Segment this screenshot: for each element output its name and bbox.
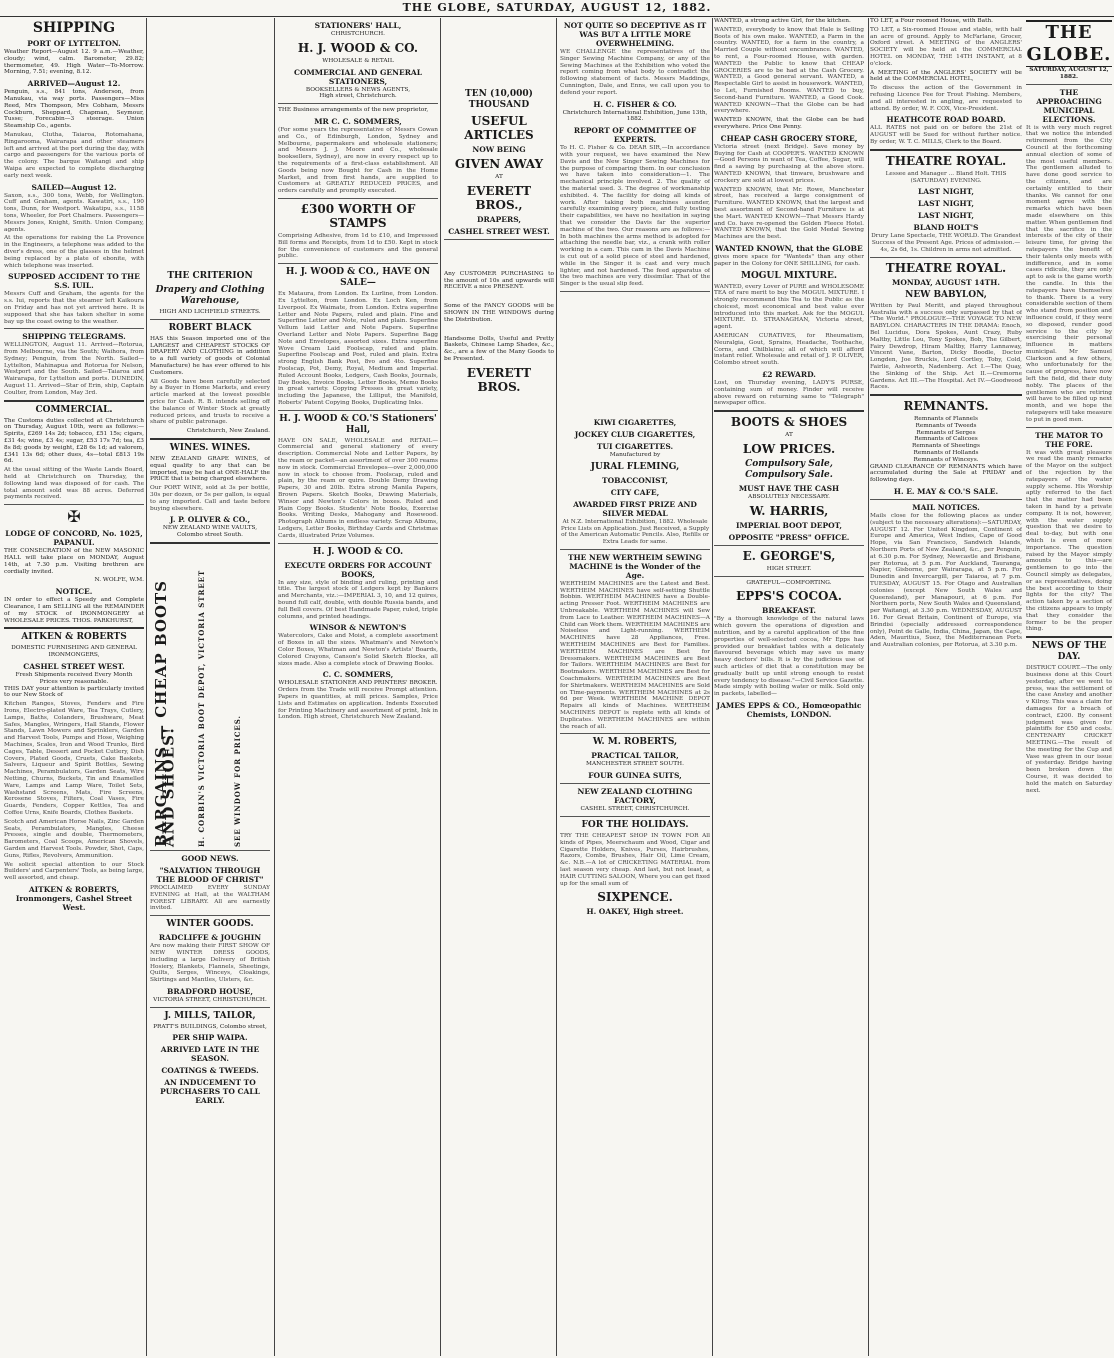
exhibition-date: Christchurch International Exhibition, June 13th, 1882.	[562, 109, 708, 123]
grateful-label: GRATEFUL—COMFORTING.	[746, 579, 832, 586]
mogul-text: WANTED, every Lover of PURE and WHOLESOME TEA of rare merit to buy the MOGUL MIXTURE. I strongly recommend this Tea to the Public as the choicest, most economical and best value ever introduced into this market. Ask for the MOGUL MIXTURE. D. STRANAGHAN, Victoria street, agent.	[714, 283, 864, 331]
black-filler: All Goods have been carefully selected by a Buyer in Home Markets, and every article marked at the lowest possible price for Cash. R. B. intends selling off the balance of Winter Stock at greatly reduced prices, and trusts to receive a share of public patronage.	[150, 378, 270, 426]
column-rule	[274, 18, 275, 1356]
last-night-label-3: LAST NIGHT,	[918, 211, 974, 221]
have-on-sale-heading: H. J. WOOD & CO., HAVE ON SALE—	[285, 267, 431, 289]
aitken-footer: AITKEN & ROBERTS, Ironmongers, Cashel Street West.	[15, 884, 133, 912]
drapery-address: HIGH AND LICHFIELD STREETS.	[159, 309, 261, 315]
winsor-heading: WINSOR & NEWTON'S	[309, 623, 407, 633]
lodge-signature: N. WOLFE, W.M.	[94, 577, 144, 584]
aitken-fresh: Fresh Shipments received Every Month	[15, 672, 133, 678]
opposite-label: OPPOSITE "PRESS" OFFICE.	[728, 532, 850, 542]
ten-thousand-heading: TEN (10,000) THOUSAND	[465, 89, 533, 110]
to-let-text: TO LET, a Four roomed House, with Bath.	[870, 18, 994, 24]
shipping-heading: SHIPPING	[32, 20, 116, 36]
page-masthead: THE GLOBE, SATURDAY, AUGUST 12, 1882.	[0, 0, 1114, 17]
corbin-advert-rotated	[150, 547, 270, 847]
epps-footer: JAMES EPPS & CO., Homœopathic Chemists, LONDON.	[716, 701, 862, 719]
wanted-list: WANTED, everybody to know that Hale is Selling Boots of his own make. WANTED, a Farm in the country. WANTED, for a farm in the country, a Married Couple without encumbrance. WANTED, to rent, a Four-roomed House, with garden. WANTED the Public to know that CHEAP GROCERIES are to be had at the Cash Grocery. WANTED, a Good general servant. WANTED, a Respectable Girl to assist in housework. WANTED, to Let, Furnished Rooms. WANTED to buy, Second-hand Furniture. WANTED, a Good Cook. WANTED KNOWN—That the Globe can be had everywhere.	[714, 26, 864, 115]
stamps-text: Comprising Adhesive, from 1d to £10, and Impressed Bill forms and Receipts, from 1d to £50. Kept in stock for the convenience of customers and the general public.	[278, 232, 438, 260]
waipa-heading: PER SHIP WAIPA.	[172, 1033, 248, 1043]
george-address: HIGH STREET.	[766, 565, 812, 572]
roberts-name: W. M. ROBERTS,	[592, 737, 678, 748]
awarded-label: AWARDED FIRST PRIZE AND SILVER MEDAL	[573, 499, 697, 518]
salvation-heading: "SALVATION THROUGH THE BLOOD OF CHRIST"	[156, 865, 264, 884]
not-quite-heading: NOT QUITE SO DECEPTIVE AS IT WAS BUT A LITTLE MORE OVERWHELMING.	[563, 21, 707, 48]
globe-date: SATURDAY, AUGUST 12, 1882.	[1029, 67, 1109, 80]
aitken-list: Kitchen Ranges, Stoves, Fenders and Fire Irons, Electro-plated Ware, Tea Trays, Cutlery, Lamps, Baths, Colanders, Brushware, Meat Safes, Mangles, Wringers, Hall Stands, Flower Stands, Lawn Mowers and Sprinklers, Garden and Harvest Tools, Pumps and Hose, Weighing Machines, Scales, Iron and Wood Trunks, Bird Cages, Table, Dessert and Pocket Cutlery, Dish Covers, Plated Goods, Cruets, Cake Baskets, Salvers, Liqueur and Spirit Bottles, Sewing Machines, Perambulators, Garden Seats, Wire Netting, Churns, Buckets, Tin and Enamelled Ware, Lamps and Lamp Ware, Toilet Sets, Washstand Screens, Mats, Fire Screens, Kerosene Stoves, Filters, Coal Vases, Fire Guards, Fenders, Copper Kettles, Tea and Coffee Urns, Knife Boards, Clothes Baskets.	[4, 701, 144, 816]
weather-report: Weather Report—August 12. 9 a.m.—Weather, cloudy; wind, calm. Barometer, 29.82; thermometer, 49. High Water—To-Morrow. Morning, 7.51; evening, 8.12.	[4, 49, 144, 76]
column-rule	[868, 18, 869, 1356]
remnant-item: Remnants of Flannels	[914, 416, 978, 423]
radcliffe-text: Are now making their FIRST SHOW OF NEW WINTER DRESS GOODS, including a large Delivery of British Hosiery, Blankets, Flannels, Sheetings, Quilts, Serges, Winceys, Cloakings, Skirtings and Mantles, Ulsters, &c.	[150, 943, 270, 984]
now-being-label: NOW BEING	[472, 145, 526, 154]
wood-heading: H. J. WOOD & CO.	[297, 40, 419, 55]
wertheim-heading: THE NEW WERTHEIM SEWING MACHINE is the Wonder of the Age.	[568, 552, 702, 580]
good-news-heading: GOOD NEWS.	[181, 853, 239, 863]
black-text: HAS this Season imported one of the LARGEST and CHEAPEST STOCKS OF DRAPERY AND CLOTHING in addition to a full variety of goods of Colonial Manufacture) he has ever offered to his Customers.	[150, 335, 270, 376]
challenge-text: WE CHALLENGE the representatives of the Singer Sewing Machine Company, or any of the Sewing Machines at the Exhibition who voted the report coming from what body to contradict the following statement of facts. Messrs Maddings, Cunnington, Dale, and Enns, we call upon you to defend your report.	[560, 49, 710, 96]
accident-heading: SUPPOSED ACCIDENT TO THE S.S. IUIL.	[8, 272, 140, 291]
imperial-label: IMPERIAL BOOT DEPOT,	[735, 520, 843, 530]
last-night-label: LAST NIGHT,	[918, 187, 974, 197]
epps-text: "By a thorough knowledge of the natural laws which govern the operations of digestion and nutrition, and by a careful application of the fine properties of well-selected cocoa, Mr Epps has provided our breakfast tables with a delicately flavoured beverage which may save us many heavy doctors' bills. It is by the judicious use of such articles of diet that a constitution may be gradually built up until strong enough to resist every tendency to disease."—Civil Service Gazette. Made simply with boiling water or milk. Sold only in packets, labelled—	[714, 616, 864, 698]
kiwi-heading: KIWI CIGARETTES,	[593, 417, 677, 427]
column-wanted	[714, 18, 864, 1356]
sailed-text: Saxon, s.s., 300 tons, Webb, for Wellington. Cuff and Graham, agents. Kawatiri, s.s., 190 tons, Dunn, for Westport. Wakatipu, s.s., 1158 tons, Wheeler, for Port Chalmers. Passengers—Messrs Jones, Knight, Smith. Union Company, agents.	[4, 192, 144, 233]
mills-address: PRATT'S BUILDINGS, Colombo street,	[153, 1023, 267, 1030]
editorial-text: It is with very much regret that we notice the intended retirement from the City Council at the forthcoming annual election of some of the most useful members. The gentlemen alluded to have done good service to the citizens, and are certainly entitled to their thanks. We cannot for one moment agree with the remarks which have been made elsewhere on this matter. When gentlemen find that the sacrifice in the interests of the city of their leisure time, for giving the ratepayers the benefit of their talents only meets with indifference, and in some cases ridicule, they are only apt to ask is the game worth the candle. In this the ratepayers have themselves to thank. There is a very considerable section of them who stand from position and influence could, if they were so disposed, render good service to the city by exercising their personal influence in matters municipal. Mr Samuel Clarkson and a few others, who unfortunately for the cause of progress, have now left the field, did their duty nobly. The places of the gentlemen who are retiring will have to be filled up next month, and we hope the ratepayers will take measure to put in good men.	[1026, 124, 1112, 423]
lodge-heading: LODGE OF CONCORD, No. 1025, PAPANUI.	[5, 529, 143, 548]
mail-text: Mails close for the following places as under (subject to the necessary alterations):—SATURDAY, AUGUST 12. For United Kingdom, Continent of Europe and America, West Indies, Cape of Good Hope, via San Francisco, Sandwich Islands, Northern Ports of New Zealand, &c., per Penguin, at 6.30 p.m. For Sydney, Newcastle and Brisbane, per Rotorua, at 5 p.m. For Auckland, Tauranga, Napier, Gisborne, per Wairarapa, at 5 p.m. For Dunedin and Invercargill, per Taiaroa, at 7 p.m. TUESDAY, AUGUST 15. For Otago and Australian colonies (except New South Wales and Queensland), per Manapouri, at 6 p.m. For Northern ports, New South Wales and Queensland, per Waitangi, at 3.30 p.m. WEDNESDAY, AUGUST 16. For Great Britain, Continent of Europe, via Brindisi (specially addressed correspondence only), Point de Galle, India, China, Japan, the Cape, Aden, Mauritius, Suez, the Mediterranean Ports and Australian colonies, per Rotorua, at 3.30 p.m.	[870, 513, 1022, 649]
harris-name: W. HARRIS,	[749, 503, 829, 518]
american-text: AMERICAN CURATIVES, for Rheumatism, Neuralgia, Gout, Sprains, Headache, Toothache, Corns, and Chilblains; all of which will afford instant relief. Wholesale and retail of J. P. OLIVER, Colombo street south.	[714, 333, 864, 367]
any-customer-text: Any CUSTOMER PURCHASING to the amount of 10s and upwards will RECEIVE a nice PRESENT.	[444, 270, 554, 291]
wood-subtitle: WHOLESALE & RETAIL	[322, 57, 394, 64]
telegrams-heading: SHIPPING TELEGRAMS.	[22, 332, 126, 342]
new-babylon-heading: NEW BABYLON,	[905, 289, 987, 300]
winter-goods-heading: WINTER GOODS.	[166, 919, 254, 930]
coatings-heading: COATINGS & TWEEDS.	[161, 1066, 259, 1076]
mayor-heading: THE MATOR TO THE FORE.	[1035, 430, 1103, 449]
inducement-text: AN INDUCEMENT TO PURCHASERS TO CALL EARLY.	[160, 1078, 260, 1106]
remnant-item: Remnants of Tweeds	[915, 422, 977, 429]
sommers-footer: C. C. SOMMERS,	[322, 670, 394, 680]
christchurch-label: CHRISTCHURCH.	[330, 31, 386, 37]
fancy-goods-text: Some of the FANCY GOODS will be SHOWN IN THE WINDOWS during the Distribution.	[444, 303, 554, 323]
oakey-name: H. OAKEY, High street.	[586, 907, 684, 917]
four-guinea-label: FOUR GUINEA SUITS,	[588, 771, 682, 781]
reward-text: Lost, on Thursday evening, LADY'S PURSE, containing sum of money. Finder will receive above reward on returning same to "Telegraph" newspaper office.	[714, 380, 864, 407]
cashel-label: CASHEL STREET WEST.	[448, 226, 550, 236]
aitken-this-day: THIS DAY your attention is particularly invited to our New Stock of	[4, 685, 144, 699]
cheap-cash-text: Victoria street (next Bridge). Save money by Buying for Cash at COOPER'S. WANTED KNOWN—Good Persons in want of Tea, Coffee, Sugar, will find a saving by purchasing at the above store. WANTED KNOWN, that tinware, brushware and crockery are sold at lowest prices.	[714, 143, 864, 184]
column-drapery	[150, 18, 270, 1356]
jockey-heading: JOCKEY CLUB CIGARETTES,	[574, 429, 696, 439]
column-editorial	[1026, 18, 1112, 1356]
reward-heading: £2 REWARD.	[762, 370, 816, 380]
clearance-text: GRAND CLEARANCE OF REMNANTS which have accumulated during the Sale at FRIDAY and following days.	[870, 463, 1022, 484]
aitken-list-2: Scotch and American Horse Nails, Zinc Garden Seats, Perambulators, Mangles, Cheese Presses, single and double, Thermometers, Barometers, Coal Scoops, American Shovels, Garden and Harvest Tools. Powder, Shot, Caps, Guns, Rifles, Revolvers, Ammunition.	[4, 818, 144, 859]
meeting-filler: To discuss the action of the Government in refusing Licence Fee for Trout Fishing. Members, and all interested in angling, are requested to attend. By order, W. F. COX, Vice-President.	[870, 85, 1022, 112]
stationers-hall-2-heading: H. J. WOOD & CO.'S Stationers' Hall,	[279, 413, 437, 435]
aitken-note: We solicit special attention to our Stock Builders' and Carpenters' Tools, as being large, well assorted, and cheap.	[4, 861, 144, 882]
stamps-heading: £300 WORTH OF STAMPS	[300, 201, 416, 230]
port-note: At the operations for raising the La Provence in the Engineers, a telephone was added to the diver's dress, one of the glasses in the helmet being replaced by a plate of ebonite, with which telephone was inserted.	[4, 235, 144, 269]
cast-list: Written by Paul Meritt, and played throughout Australia with a success only surpassed by that of "The World." PROLOGUE—THE VOYAGE TO NEW BABYLON. CHARACTERS IN THE DRAMA: Enoch, Bel Lucidus, Dora Spokes, Aunt Crazy, Ruby Maltby, Little Lou, Tony Spokes, Bob, The Gilbert, Fairy Dewdrop, Hiram Maltby, Harry Lannaway, Vincent Vane, Barton, Dicky Boodle, Doctor Longden, Joe Bruckis, Lord Cortley, Toby, Cold, Fairlie, Ashworth, Nadenberg. Act I.—The Quay, the Sinking of the Ship. Act II.—Cremorne Gardens. Act III.—The Hospital. Act IV.—Goodwood Races.	[870, 302, 1022, 391]
everett-footer: EVERETT BROS.	[466, 365, 532, 394]
meeting-text: A MEETING of the ANGLERS' SOCIETY will be held at the COMMERCIAL HOTEL,	[870, 69, 1022, 83]
globe-text: gives more space for "Wanteds" than any other paper in the Colony for ONE SHILLING, for cash.	[714, 253, 864, 267]
sixpence-heading: SIXPENCE.	[597, 890, 673, 905]
sommers-name: MR C. C. SOMMERS,	[314, 116, 402, 126]
mail-heading: MAIL NOTICES.	[912, 503, 980, 513]
remnant-item: Remnants of Hollands	[913, 450, 979, 457]
bargains-vertical-text: BARGAINS — CHEAP BOOTS AND SHOES!	[152, 579, 178, 847]
news-heading: NEWS OF THE DAY.	[1031, 641, 1107, 663]
remnant-item: Remnants of Sheetings	[911, 443, 980, 450]
cheap-cash-heading: CHEAP CASH GROCERY STORE,	[720, 133, 858, 143]
aitken-title: AITKEN & ROBERTS	[21, 632, 127, 643]
oliver-subtitle: NEW ZEALAND WINE VAULTS,	[162, 525, 258, 532]
absolutely-label: ABSOLUTELY NECESSARY.	[748, 494, 830, 501]
epps-heading: EPPS'S COCOA.	[736, 589, 842, 604]
high-street-label: High street, Christchurch.	[319, 93, 397, 100]
telegrams-text: WELLINGTON, August 11. Arrived—Rotorua, from Melbourne, via the South; Waihora, from Sydney; Penguin, from the North. Sailed—Lyttelton, Mahinapua and Rotorua for Nelson, Westport and the South. Sailed—Taiaroa and Wairarapa, for Lyttelton and ports. DUNEDIN, August 11. Arrived—Star of Erin, ship, Captain Coulter, from London, May 3rd.	[4, 342, 144, 396]
aitken-prices: Prices very reasonable.	[39, 678, 109, 685]
drapers-label: DRAPERS,	[477, 214, 521, 224]
salvation-text: PROCLAIMED EVERY SUNDAY EVENING at Hall, at the WALTHAM FOREST LIBRARY. All are earnestly invited.	[150, 884, 270, 912]
useful-heading: USEFUL ARTICLES	[464, 114, 534, 142]
remnants-heading: REMNANTS.	[903, 399, 989, 414]
port-heading: PORT OF LYTTELTON.	[27, 39, 121, 48]
window-vertical-text: SEE WINDOW FOR PRICES.	[233, 714, 242, 847]
column-rule	[146, 18, 147, 1356]
commercial-heading: COMMERCIAL.	[35, 404, 113, 415]
oliver-heading: J. P. OLIVER & CO.,	[169, 515, 251, 525]
wertheim-list: WERTHEIM MACHINES are the Latest and Best. WERTHEIM MACHINES have self-setting Shuttle Bobbin. WERTHEIM MACHINES have a Double-acting Presser Foot. WERTHEIM MACHINES are Unbreakable. WERTHEIM MACHINES will Sew from Lace to Leather. WERTHEIM MACHINES—A Child can Work them. WERTHEIM MACHINES are Noiseless and Light-running. WERTHEIM MACHINES have 28 Appliances, Free. WERTHEIM MACHINES are Best for Families. WERTHEIM MACHINES are Best for Dressmakers. WERTHEIM MACHINES are Best for Tailors. WERTHEIM MACHINES are Best for Bootmakers. WERTHEIM MACHINES are Best for Coachmakers. WERTHEIM MACHINES are Best for Shirtmakers. WERTHEIM MACHINES are Sold on Time-payments. WERTHEIM MACHINES at 2s 6d per Week. WERTHEIM MACHINE DEPOT Repairs all kinds of Machines. WERTHEIM MACHINES DEPOT is replete with all kinds of Duplicates. WERTHEIM MACHINES are within the reach of all.	[560, 580, 710, 730]
column-sewing	[560, 18, 710, 1356]
low-prices-heading: LOW PRICES.	[742, 442, 836, 457]
sailed-heading: SAILED—August 12.	[31, 182, 117, 192]
commercial-text: The Customs duties collected at Christchurch on Thursday, August 10th, were as follows:—Spirits, £269 14s 2d; tobacco, £51 15s; cigars, £31 4s; wine, £3 4s; sugar, £53 17s 7d; tea, £3 8s 8d; goods by weight, £28 6s 1d; ad valorem, £341 13s 6d; other dues, 4s—total £813 19s 6d.	[4, 417, 144, 465]
everett-heading: EVERETT BROS.,	[466, 183, 532, 212]
lodge-text: THE CONSECRATION of the NEW MASONIC HALL will take place on MONDAY, August 14th, at 7.30 p.m. Visiting brethren are cordially invited.	[4, 548, 144, 575]
given-away-heading: GIVEN AWAY	[454, 157, 544, 171]
factory-address: CASHEL STREET, CHRISTCHURCH.	[580, 806, 690, 813]
column-rule	[712, 18, 713, 1356]
tui-heading: TUI CIGARETTES.	[596, 441, 674, 451]
column-everett	[444, 18, 554, 1356]
sommers-text: (For some years the representative of Messrs Cowan and Co., of Edinburgh, London, Sydney and Melbourne, papermakers and wholesale stationers; and Messrs J. J. Moore and Co., wholesale booksellers, Sydney), are now in every respect up to the requirements of a first-class establishment. All Goods being now Bought for Cash in the Home Market, and from first hands, are supplied to Customers at GREATLY REDUCED PRICES, and orders carefully and promptly executed.	[278, 126, 438, 195]
sommers-footer-sub: WHOLESALE STATIONER AND PRINTERS' BROKER.	[278, 680, 438, 687]
last-night-label-2: LAST NIGHT,	[918, 199, 974, 209]
mayor-text: It was with great pleasure we read the manly remarks of the Mayor on the subject of the rejection by the ratepayers of the water supply scheme. His Worship aptly referred to the fact that the matter had been taken in hand by a private company. It is not, however, with the water supply question that we desire to deal to-day, but with one which is even of more importance. The question raised by the Mayor simply amounts to this—are gentlemen to go into the Council simply as delegates, or as representatives, doing the best according to their lights for the city? The action taken by a section of the citizens appears to imply that they consider the former to be the proper thing.	[1026, 449, 1112, 633]
wines-filler: Our PORT WINE, sold at 3s per bottle, 30s per dozen, or 5s per gallon, is equal to any imported. Call and taste before buying elsewhere.	[150, 485, 270, 512]
report-text: To H. C. Fisher & Co. DEAR SIR,—In accordance with your request, we have examined the New Davis and the New Singer Sewing Machines for the purpose of comparing them. In our conclusion we have taken into consideration—1. The mechanical principle involved. 2. The quality of the material used. 3. The degree of workmanship exhibited. 4. The facility for doing all kinds of work. After taking both machines asunder, carefully examining every piece, and fully testing their capabilities, we have no hesitation in saying that we consider the Davis far the superior machine of the two. Our reasons are as follows:—In both machines the arms method is adopted for attaching the needle bar, viz., a crank with roller working in a cam. This cam in the Davis Machine is cut out of a solid piece of steel and hardened, while in the Singer it is cast and very much lighter, and not hardened. The feed apparatus of the two machines are very dissimilar. That of the Singer is the usual slip feed.	[560, 145, 710, 288]
tobacconist-label: TOBACCONIST,	[602, 475, 668, 485]
execute-orders: EXECUTE ORDERS FOR ACCOUNT BOOKS,	[284, 560, 432, 579]
stationers-text: HAVE ON SALE, WHOLESALE and RETAIL—Commercial and general stationery of every description. Commercial Note and Letter Papers, by the ream or packet—an assortment of over 300 reams now in stock. Commercial Envelopes—over 2,000,000 now in stock to choose from. Foolscap, ruled and plain, by the ream or quire. Double Demy Drawing Papers, 30 and 20lb. Extra strong Manila Papers, Brown Papers. Sketch Books, Drawing Materials, Winsor and Newton's Colors in boxes. Ruled and Plain Copy Books. Students' Note Books, Exercise Books. Writing Desks, Mahogany and Rosewood. Photograph Albums in endless variety. Scrap Albums, Ledgers, Letter Books, Birthday Cards and Christmas Cards, illustrated Prize Volumes.	[278, 437, 438, 539]
theatre-2-heading: THEATRE ROYAL.	[885, 260, 1007, 275]
wood-footer-heading: H. J. WOOD & CO.	[312, 546, 404, 557]
theatre-lessee: Lessee and Manager ... Bland Holt. THIS (SATURDAY) EVENING.	[885, 170, 1007, 184]
wanted-list-2: WANTED KNOWN, that Mr. Rowe, Manchester street, has received a large consignment of Furniture. WANTED KNOWN, that the largest and best assortment of Second-hand Furniture is at the Mart. WANTED KNOWN—That Messrs Hardy and Co. have re-opened the Golden Fleece Hotel. WANTED KNOWN, that the Gold Medal Sewing Machines are the best.	[714, 186, 864, 241]
may-sale: H. E. MAY & CO.'S SALE.	[893, 487, 999, 497]
compass-emblem-icon: ✠	[67, 507, 81, 527]
compulsory-heading: Compulsory Sale, Compulsory Sale.	[745, 459, 833, 481]
blank-space	[444, 18, 554, 86]
breakfast-label: BREAKFAST.	[762, 606, 816, 616]
handsome-text: Handsome Dolls, Useful and Pretty Baskets, Chinese Lamp Shades, &c., &c., are a few of the Many Goods to be Presented.	[444, 335, 554, 362]
heathcote-text: ALL RATES not paid on or before the 21st of AUGUST will be Sued for without further notice. By order, W. T. C. MILLS, Clerk to the Board.	[870, 125, 1022, 145]
black-signature: Christchurch, New Zealand.	[186, 428, 270, 435]
bradford-heading: BRADFORD HOUSE,	[166, 986, 253, 996]
wood-subtitle-2: COMMERCIAL AND GENERAL STATIONERS,	[293, 67, 423, 86]
accident-text: Messrs Cuff and Graham, the agents for the s.s. Iui, reports that the steamer left Kaikoura on Friday and has not yet arrived here. It is supposed that she has taken shelter in some bay up the coast owing to the weather.	[4, 291, 144, 325]
shipping-filler: Manukau, Clutha, Taiaroa, Rotomahana, Ringarooma, Wairarapa and other steamers left and arrived at the port during the day, with cargo and passengers for the various ports of the colony. The barque Waitangi and ship Waipa are expected to complete discharging early next week.	[4, 131, 144, 179]
fleming-name: JURAL FLEMING,	[590, 461, 680, 472]
notice-heading: NOTICE.	[55, 587, 93, 597]
arrived-heading: ARRIVED—August 12.	[27, 79, 121, 89]
aitken-address: CASHEL STREET WEST.	[23, 662, 125, 671]
news-text: DISTRICT COURT.—The only business done at this Court yesterday, after we went to press, was the settlement of the case Anstey and another v Kilroy. This was a claim for damages for a breach of contract, £200. By consent judgment was given for plaintiffs for £50 and costs. CENTENARY CRICKET MEETING.—The result of the meeting for the Cup and Vase was given in our issue of yesterday. Bridge having been broken down the Course, it was decided to hold the match on Saturday next.	[1026, 665, 1112, 794]
boot-depot-vertical-text: H. CORBIN'S VICTORIA BOOT DEPOT, VICTORIA STREET	[197, 569, 206, 847]
george-name: E. GEORGE'S,	[742, 548, 836, 563]
tailor-label: PRACTICAL TAILOR,	[591, 751, 679, 761]
bradford-address: VICTORIA STREET, CHRISTCHURCH.	[153, 996, 267, 1003]
monday-label: MONDAY, AUGUST 14TH.	[892, 277, 1000, 287]
globe-title: THE GLOBE.	[1026, 22, 1112, 65]
heathcote-heading: HEATHCOTE ROAD BOARD.	[886, 115, 1006, 125]
booksellers-label: BOOKSELLERS & NEWS AGENTS,	[305, 86, 411, 93]
orders-text: In any size, style of binding and ruling, printing and title. The largest stock of Ledgers kept by Bankers and Merchants, viz.:—IMPERIAL 3, 10, and 12 quires, bound full calf, double, with double Russia bands, and full Bell covers. Of best Handmade Paper, ruled, triple columns, and printed headings.	[278, 579, 438, 620]
drapery-heading: Drapery and Clothing Warehouse,	[155, 285, 265, 306]
sale-list: Ex Mataura, from London. Ex Lurline, from London. Ex Lyttelton, from London. Ex Loch Ken, from Liverpool. Ex Waimate, from London. Extra superfine Letter and Note Papers, ruled and plain. Fine and Superfine Letter and Note, ruled and plain. Superfine Vellum laid Letter and Note Papers. Superfine Overland Letter and Note Papers. Superfine Bagg Note and Envelopes, assorted sizes. Extra superfine Wove Cream Laid Foolscap, ruled and plain. Superfine Foolscap and Post, ruled and plain. Extra strong English Bank Post, 8vo and 4to. Superfine Foolscap, Pot, Demy, Royal, Medium and Imperial. Ruled Account Books, Ledgers, Cash Books, Journals, Day Books, Invoice Books, Letter Books, Memo Books in great variety. Copying Presses in great variety, including the Japanese, the Lilliput, the Manifold, Roberts' Patent Copying Books, Duplicating Inks.	[278, 291, 438, 406]
black-heading: ROBERT BLACK	[168, 322, 252, 333]
manufactured-label: Manufactured by	[609, 451, 661, 458]
roberts-address: MANCHESTER STREET SOUTH.	[586, 761, 684, 768]
blank-space-top	[150, 18, 270, 268]
column-rule	[440, 18, 441, 1356]
wanted-known: WANTED KNOWN, that the Globe can be had everywhere. Price One Penny.	[714, 117, 864, 130]
sommers-footer-text: Orders from the Trade will receive Prompt attention. Papers in quantities, at mill prices. Samples, Price Lists and Estimates on application. Indents Executed for Printing Machinery and assortment of print, Ink in London. High street, Christchurch New Zealand.	[278, 687, 438, 721]
notice-text: IN order to effect a Speedy and Complete Clearance, I am SELLING all the REMAINDER of my STOCK of IRONMONGERY at WHOLESALE PRICES. THOS. PARKHURST,	[4, 597, 144, 624]
wanted-known-globe: WANTED KNOWN, that the GLOBE	[715, 243, 863, 253]
stationers-hall-heading: STATIONERS' HALL,	[314, 21, 402, 30]
remnant-item: Remnants of Winceys.	[913, 456, 979, 463]
holidays-heading: FOR THE HOLIDAYS.	[581, 820, 689, 831]
column-rule	[556, 18, 557, 1356]
awarded-text: At N.Z. International Exhibition, 1882. Wholesale Price Lists on Application. Just Received, a Supply of the American Automatic Pencils. Also, Refills or Extra Leads for same.	[560, 518, 710, 546]
wines-text: NEW ZEALAND GRAPE WINES, of equal quality to any that can be imported, may be had at ONE-HALF the PRICE that is being charged elsewhere.	[150, 455, 270, 483]
remnant-item: Remnants of Calicoes	[914, 436, 978, 443]
remnants-list	[870, 416, 1022, 464]
wanted-1: WANTED, a strong active Girl, for the kitchen.	[714, 18, 851, 24]
wines-heading: WINES. WINES.	[169, 442, 251, 453]
theatre-heading: THEATRE ROYAL.	[885, 153, 1007, 168]
at-label: AT	[495, 174, 503, 180]
city-cafe-label: CITY CAFE,	[610, 487, 660, 497]
must-have-label: MUST HAVE THE CASH	[738, 484, 840, 494]
aitken-subtitle: DOMESTIC FURNISHING AND GENERAL IRONMONGERS,	[11, 645, 137, 659]
commercial-filler: At the usual sitting of the Waste Lands Board, held at Christchurch on Thursday, the following land was disposed of for cash. The total amount sold was 88 acres. Deferred payments received.	[4, 467, 144, 501]
theatre-text: Drury Lane Spectacle, THE WORLD. The Grandest Success of the Present Age. Prices of admission.—4s, 2s 6d, 1s. Children in arms not admitted.	[871, 233, 1021, 253]
report-heading: REPORT OF COMMITTEE OF EXPERTS.	[573, 126, 697, 145]
approaching-heading: THE APPROACHING MUNICIPAL ELECTIONS.	[1036, 87, 1102, 124]
criterion-heading: THE CRITERION	[167, 271, 253, 281]
arrived-late: ARRIVED LATE IN THE SEASON.	[160, 1045, 260, 1064]
to-let-list: TO LET, a Six-roomed House and stable, with half an acre of ground. Apply to McFarlane, Grocer, Oxford street. A MEETING of the ANGLERS' SOCIETY will be held at the COMMERCIAL HOTEL on MONDAY, THE 14TH INSTANT, at 8 o'clock.	[870, 26, 1022, 67]
at-label: AT	[785, 432, 793, 439]
business-text: THE Business arrangements of the new proprietor,	[278, 107, 429, 114]
fisher-name: H. C. FISHER & CO.	[593, 99, 677, 109]
arrived-text: Penguin, s.s., 841 tons, Anderson, from Manukau, via way ports. Passengers—Miss Reed, Mrs Thompson, Mrs Cobham, Messrs Cockburn, Sheppard, Chapman, Seymour, Tusse; Forecabin—3 steerage. Union Steamship Co., agents.	[4, 89, 144, 130]
mogul-heading: MOGUL MIXTURE.	[741, 270, 837, 281]
column-shipping	[4, 18, 144, 1356]
mills-heading: J. MILLS, TAILOR,	[164, 1010, 256, 1021]
holidays-text: TRY THE CHEAPEST SHOP IN TOWN FOR All kinds of Pipes, Meerschaum and Wood, Cigar and Cigarette Holders, Knives, Purses, Hairbrushes, Razors, Combs, Brushes, Hair Oil, Lime Cream, &c. N.B.—A lot of CRICKETING MATERIAL from last season very cheap. And last, but not least, a HAIR CUTTING SALOON, Where you can get fixed up for the small sum of	[560, 833, 710, 887]
oliver-address: Colombo street South.	[176, 532, 244, 539]
radcliffe-heading: RADCLIFFE & JOUGHIN	[158, 933, 262, 943]
column-theatre	[870, 18, 1022, 1356]
new-zealand-factory: NEW ZEALAND CLOTHING FACTORY,	[577, 787, 693, 806]
remnant-item: Remnants of Serges	[916, 429, 976, 436]
column-stationers	[278, 18, 438, 1356]
bland-holt: BLAND HOLT'S	[913, 223, 979, 233]
winsor-text: Watercolors, Cake and Moist, a complete assortment of Boxes in all the sizes. Whatman's and Newton's Color Boxes, Whatman and Newton's Artists' Boards, Colored Crayons, Canson's Solid Sketch Blocks, all sizes made. Also a complete stock of Drawing Books.	[278, 633, 438, 667]
boots-shoes-heading: BOOTS & SHOES	[730, 415, 848, 430]
